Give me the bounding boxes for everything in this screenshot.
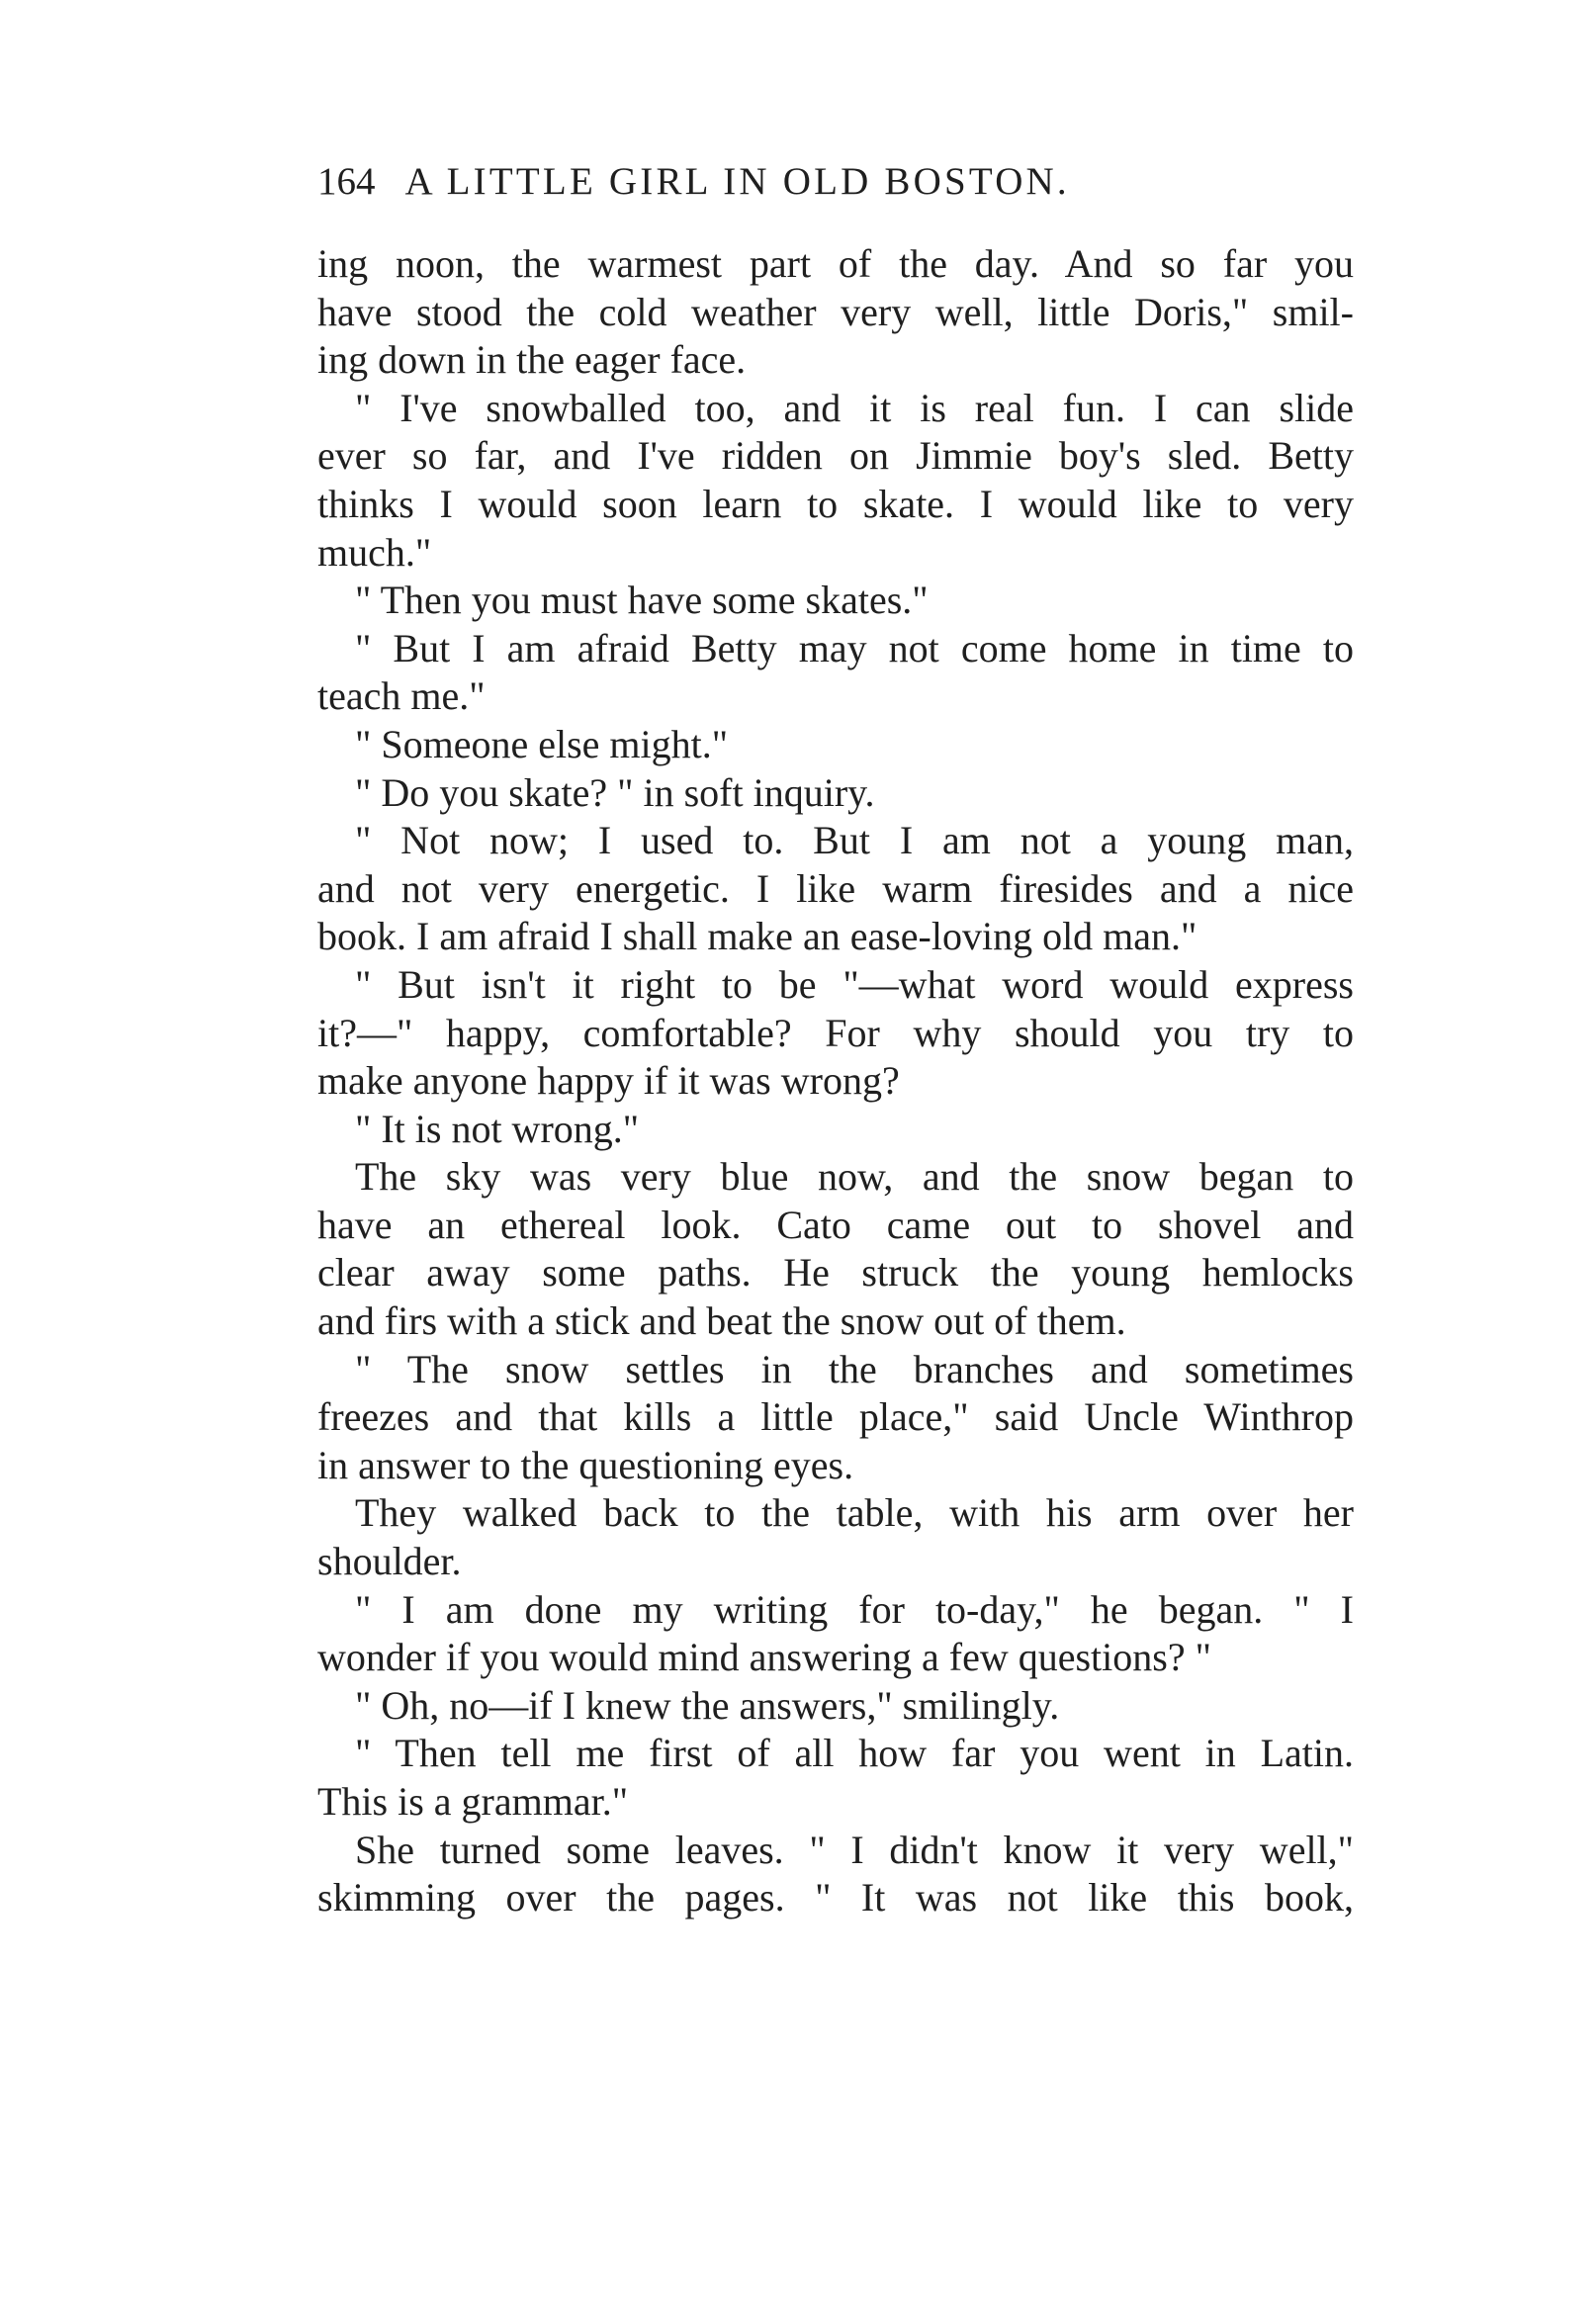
- text-line: clear away some paths. He struck the young hemlocks: [317, 1250, 1354, 1295]
- text-line: skimming over the pages. " It was not like this book,: [317, 1875, 1354, 1920]
- text-line: " But isn't it right to be "—what word would express: [355, 961, 1354, 1007]
- text-line: have stood the cold weather very well, little Doris," smil-: [317, 289, 1354, 334]
- text-line: freezes and that kills a little place," said Uncle Winthrop: [317, 1394, 1354, 1440]
- text-line: wonder if you would mind answering a few questions? ": [317, 1635, 1211, 1680]
- text-line: " Then you must have some skates.": [355, 578, 929, 623]
- text-line: " It is not wrong.": [355, 1106, 640, 1151]
- text-line: make anyone happy if it was wrong?: [317, 1058, 900, 1104]
- text-line: This is a grammar.": [317, 1779, 629, 1824]
- text-line: it?—" happy, comfortable? For why should you try to: [317, 1010, 1354, 1055]
- text-line: " Not now; I used to. But I am not a young man,: [355, 818, 1354, 863]
- running-title: A LITTLE GIRL IN OLD BOSTON.: [404, 160, 1070, 203]
- text-line: shoulder.: [317, 1539, 462, 1584]
- text-line: " The snow settles in the branches and sometimes: [355, 1346, 1354, 1391]
- text-line: They walked back to the table, with his arm over her: [355, 1490, 1354, 1536]
- text-line: much.": [317, 529, 432, 575]
- text-line: book. I am afraid I shall make an ease-loving old man.": [317, 914, 1197, 959]
- text-line: " I've snowballed too, and it is real fun. I can slide: [355, 385, 1354, 430]
- text-line: " I am done my writing for to-day," he began. " I: [355, 1586, 1354, 1632]
- body-text: [317, 240, 1354, 1922]
- text-line: The sky was very blue now, and the snow began to: [355, 1154, 1354, 1200]
- running-head: [317, 158, 1070, 206]
- text-line: and firs with a stick and beat the snow out of them.: [317, 1298, 1126, 1344]
- text-line: She turned some leaves. " I didn't know it very well,": [355, 1827, 1354, 1872]
- text-line: ing down in the eager face.: [317, 337, 747, 383]
- text-line: in answer to the questioning eyes.: [317, 1442, 854, 1487]
- text-line: " Do you skate? " in soft inquiry.: [355, 769, 875, 815]
- page-number: 164: [317, 160, 376, 203]
- text-line: and not very energetic. I like warm firesides and a nice: [317, 865, 1354, 911]
- text-line: " Oh, no—if I knew the answers," smilingly.: [355, 1682, 1060, 1728]
- text-line: ing noon, the warmest part of the day. And so far you: [317, 241, 1354, 286]
- text-line: ever so far, and I've ridden on Jimmie boy's sled. Betty: [317, 433, 1354, 479]
- text-line: thinks I would soon learn to skate. I would like to very: [317, 481, 1354, 526]
- text-line: have an ethereal look. Cato came out to shovel and: [317, 1202, 1354, 1247]
- text-line: teach me.": [317, 673, 486, 719]
- text-line: " Then tell me first of all how far you went in Latin.: [355, 1731, 1354, 1776]
- text-line: " But I am afraid Betty may not come home in time to: [355, 625, 1354, 670]
- text-line: " Someone else might.": [355, 721, 729, 766]
